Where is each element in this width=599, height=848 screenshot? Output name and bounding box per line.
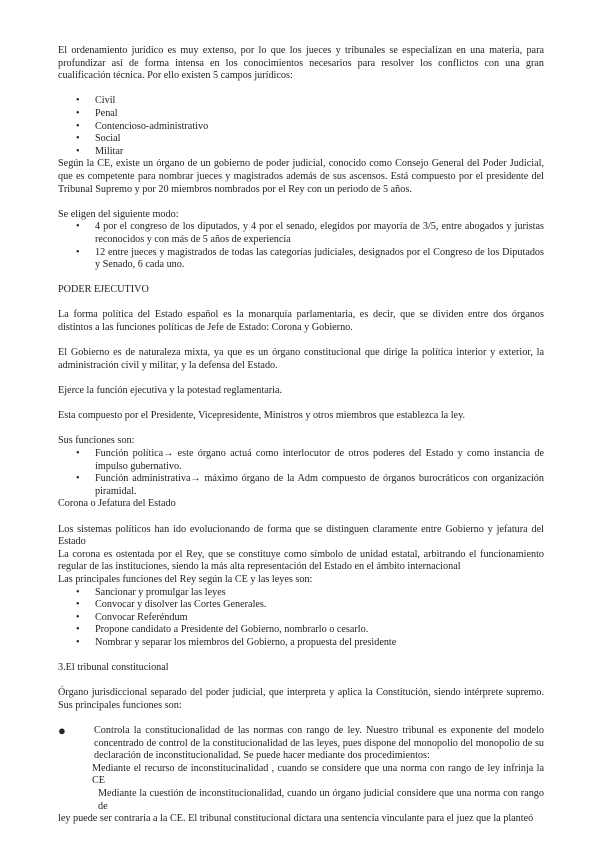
list-item: • Propone candidato a Presidente del Gobierno, nombrarlo o cesarlo.: [76, 624, 369, 636]
list-item: • 4 por el congreso de los diputados, y 4 por el senado, elegidos por mayoría de 3/5, entre abogados y juristas reconocidos y con más de 5 años de experiencia: [76, 221, 544, 245]
bullet-icon: •: [76, 611, 80, 623]
paragraph: Mediante la cuestión de inconstitucionalidad, cuando un órgano judicial considere que una norma con rango de: [98, 788, 544, 812]
bullet-icon: •: [76, 448, 80, 459]
list-item: • Contencioso-administrativo: [76, 120, 209, 132]
bullet-icon: •: [76, 586, 80, 598]
list-item: • Civil: [76, 95, 116, 107]
bullet-icon: •: [76, 145, 80, 157]
paragraph: Según la CE, existe un órgano de un gobierno de poder judicial, conocido como Consejo General del Poder Judicial, que es competente para nombrar jueces y magistrados además de sus ascensos. Está compuesto por el presidente del Tribunal Supremo y por 20 miembros nombrados por el Rey con un periodo de 5 años.: [58, 158, 544, 195]
bullet-icon: •: [76, 636, 80, 648]
list-item: • Función política→ este órgano actuá como interlocutor de otros poderes del Estado y como instancia de impulso gubernativo.: [76, 448, 544, 472]
paragraph: Mediante el recurso de inconstitucinalidad , cuando se considere que una norma con rango de ley infrinja la CE: [92, 762, 544, 787]
paragraph: Sus funciones son:: [58, 435, 135, 447]
list-item: • Función administrativa→ máximo órgano de la Adm compuesto de órganos burocráticos con organización piramidal.: [76, 473, 544, 497]
paragraph: Los sistemas políticos han ido evolucionando de forma que se distinguen claramente entre Gobierno y jefatura del Estado: [58, 523, 544, 548]
paragraph: Ejerce la función ejecutiva y la potestad reglamentaria.: [58, 385, 283, 397]
paragraph: El ordenamiento jurídico es muy extenso, por lo que los jueces y tribunales se especializan en una materia, para profundizar así de forma intensa en los conocimientos necesarios para resolver los conflictos con una gran cualificación técnica. Por ello existen 5 campos jurídicos:: [58, 45, 544, 82]
bullet-icon: •: [76, 120, 80, 132]
paragraph: Se eligen del siguiente modo:: [58, 208, 179, 220]
bullet-icon: •: [76, 95, 80, 107]
modo-list: [58, 221, 544, 271]
list-item: ● Controla la constitucionalidad de las normas con rango de ley. Nuestro tribunal es exponente del modelo concentrado de control de la constitucionalidad de las leyes, pues dispone del monopolio del monopolio de su declaración de inconstitucionalidad. Se puede hacer mediante dos procedimientos:: [58, 723, 544, 762]
list-item: • Nombrar y separar los miembros del Gobierno, a propuesta del presidente: [76, 636, 397, 648]
bullet-icon: •: [76, 624, 80, 636]
bullet-icon: •: [76, 107, 80, 119]
list-item: • Penal: [76, 107, 118, 119]
funciones-list: [58, 448, 544, 498]
list-item: • Militar: [76, 145, 124, 157]
bullet-icon: •: [76, 133, 80, 145]
list-item: • Social: [76, 133, 121, 145]
paragraph: Esta compuesto por el Presidente, Vicepresidente, Ministros y otros miembros que establezca la ley.: [58, 410, 466, 422]
list-item: • Convocar Referéndum: [76, 611, 188, 623]
document-page: [58, 45, 544, 826]
bullet-icon: •: [76, 221, 80, 233]
paragraph: Las principales funciones del Rey según la CE y las leyes son:: [58, 573, 313, 585]
list-item: • Convocar y disolver las Cortes Generales.: [76, 599, 267, 611]
list-item: • Sancionar y promulgar las leyes: [76, 586, 226, 598]
campos-list: [58, 95, 544, 158]
list-item: • 12 entre jueces y magistrados de todas las categorías judiciales, designados por el Congreso de los Diputados y Senado, 6 cada uno.: [76, 246, 544, 271]
rey-list: [58, 587, 544, 650]
section-heading: PODER EJECUTIVO: [58, 284, 149, 296]
section-heading: Corona o Jefatura del Estado: [58, 498, 176, 510]
paragraph: El Gobierno es de naturaleza mixta, ya que es un órgano constitucional que dirige la política interior y exterior, la administración civil y militar, y la defensa del Estado.: [58, 347, 544, 371]
bullet-icon: •: [76, 246, 80, 258]
paragraph: Órgano jurisdiccional separado del poder judicial, que interpreta y aplica la Constitución, siendo intérprete supremo. Sus principales funciones son:: [58, 687, 544, 711]
section-heading: 3.El tribunal constitucional: [58, 662, 169, 674]
bullet-icon: ●: [58, 723, 66, 739]
paragraph: La forma política del Estado español es la monarquía parlamentaria, es decir, que se dividen entre dos órganos distintos a las funciones políticas de Jefe de Estado: Corona y Gobierno.: [58, 309, 544, 334]
paragraph: La corona es ostentada por el Rey, que se constituye como símbolo de unidad estatal, arbitrando el funcionamiento regular de las instituciones, siendo la más alta representación del Estado en el ámbito internacional: [58, 548, 544, 573]
bullet-icon: •: [76, 599, 80, 611]
paragraph: ley puede ser contraria a la CE. El tribunal constitucional dictara una sentencia vinculante para el juez que la planteó: [58, 813, 534, 825]
tc-list: [58, 725, 544, 763]
bullet-icon: •: [76, 473, 80, 485]
